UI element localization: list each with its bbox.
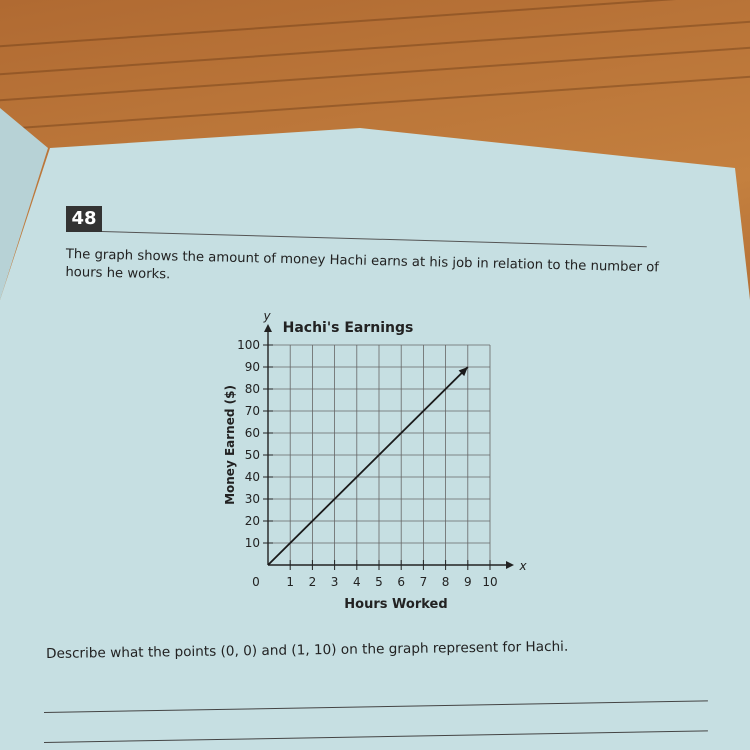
x-tick-label: 3 xyxy=(330,575,339,589)
x-tick-label: 1 xyxy=(286,575,295,589)
origin-label: 0 xyxy=(252,575,260,589)
wood-grain xyxy=(0,42,750,104)
x-tick-label: 8 xyxy=(441,575,450,589)
wood-grain xyxy=(0,16,750,78)
x-tick-label: 7 xyxy=(419,575,428,589)
x-tick-label: 2 xyxy=(308,575,317,589)
y-tick-label: 40 xyxy=(244,470,260,484)
chart-title: Hachi's Earnings xyxy=(282,320,414,336)
x-tick-label: 5 xyxy=(375,575,383,589)
y-tick-label: 20 xyxy=(244,514,260,528)
y-tick-label: 50 xyxy=(244,448,260,462)
y-tick-label: 70 xyxy=(244,404,260,418)
series-line-earnings xyxy=(268,367,468,565)
y-tick-label: 80 xyxy=(244,382,260,396)
question-prompt: The graph shows the amount of money Hachi earns at his job in relation to the number of hours he works. xyxy=(65,246,660,283)
x-tick-label: 10 xyxy=(482,575,498,589)
y-axis-arrow xyxy=(264,324,272,332)
y-tick-label: 10 xyxy=(244,536,260,550)
x-tick-label: 9 xyxy=(463,575,472,589)
y-tick-label: 30 xyxy=(244,492,260,506)
x-tick-label: 6 xyxy=(397,575,406,589)
earnings-chart xyxy=(200,300,540,630)
x-axis-letter: x xyxy=(519,559,527,573)
x-axis-label: Hours Worked xyxy=(344,597,448,612)
chart-svg xyxy=(200,300,540,630)
wood-grain xyxy=(0,0,750,50)
question-number-badge: 48 xyxy=(66,206,102,232)
y-axis-letter: y xyxy=(263,309,271,323)
wood-grain xyxy=(0,71,750,133)
y-tick-label: 60 xyxy=(244,426,260,440)
x-axis-arrow xyxy=(506,561,514,569)
y-tick-label: 90 xyxy=(244,360,260,374)
chart-series xyxy=(268,367,468,565)
y-tick-label: 100 xyxy=(237,338,260,352)
y-axis-label: Money Earned ($) xyxy=(223,385,237,505)
question-task: Describe what the points (0, 0) and (1, 10) on the graph represent for Hachi. xyxy=(46,638,569,662)
x-tick-label: 4 xyxy=(352,575,361,589)
